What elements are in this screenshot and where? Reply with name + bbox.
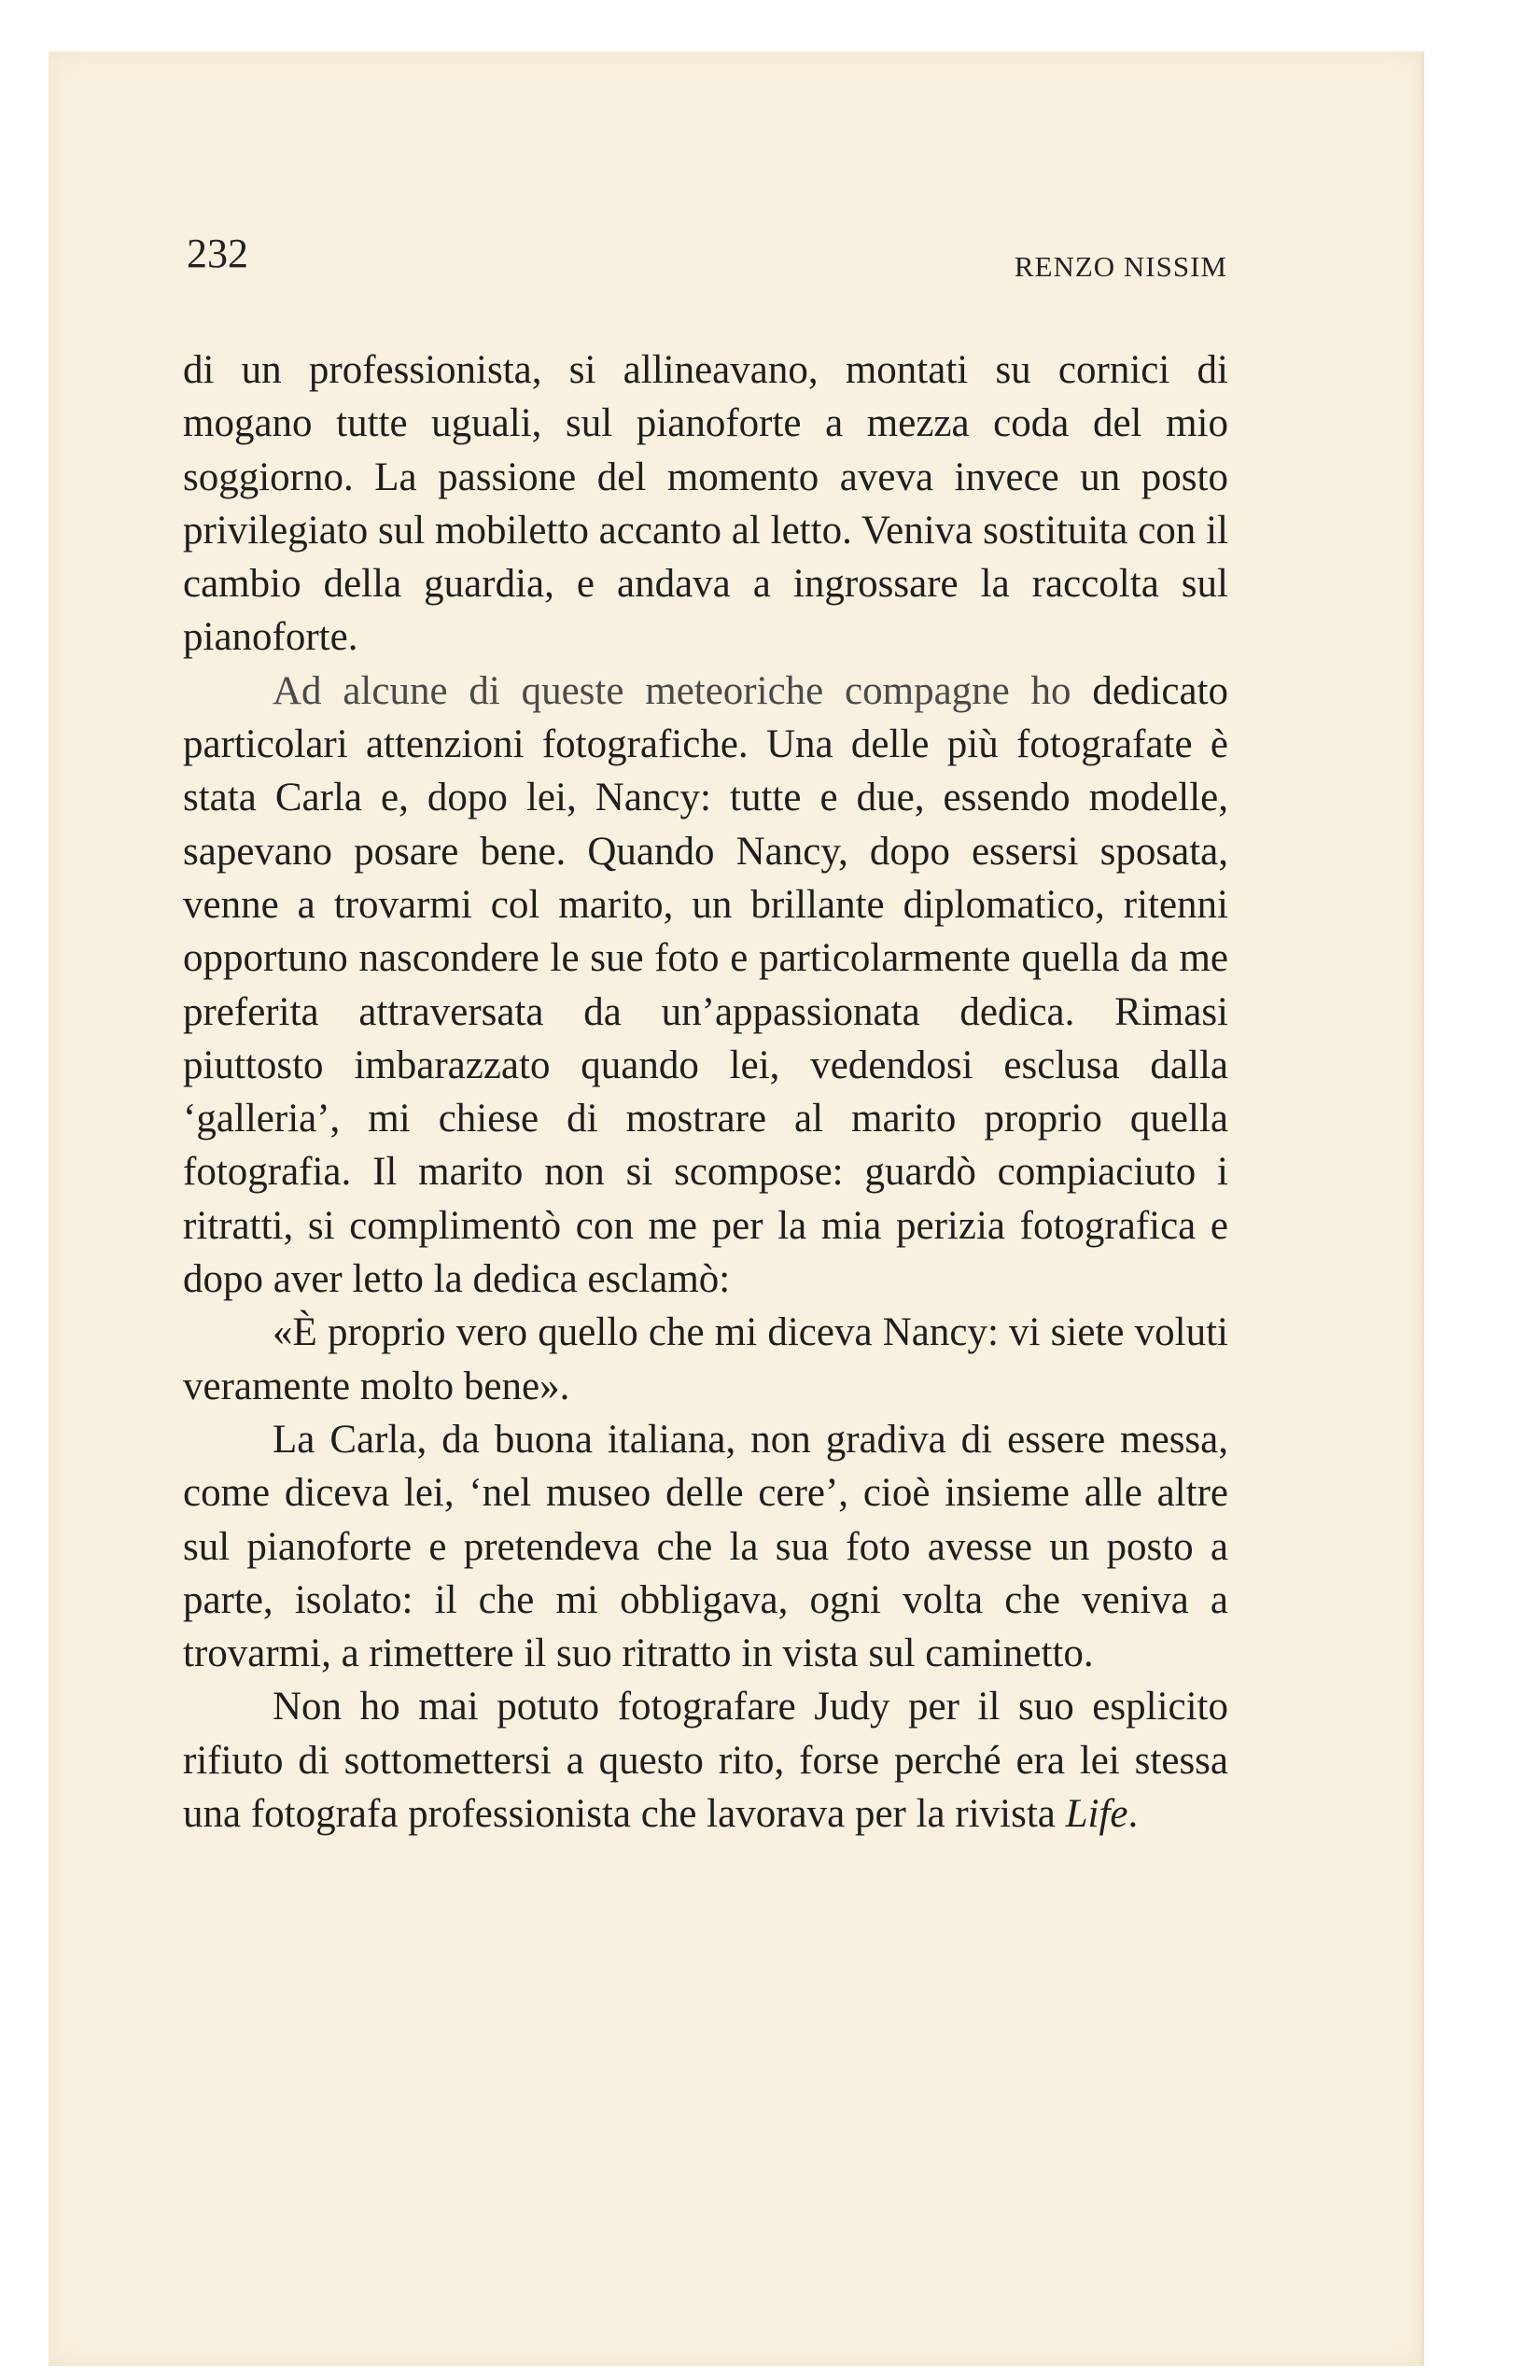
page-edge (1419, 51, 1424, 2366)
paragraph-text: Non ho mai potuto fotografare Judy per il suo esplicito rifiuto di sottomettersi a questo rito, forse perché era lei stessa una fotografa professionista che lavorava per la rivista (183, 1685, 1228, 1837)
paragraph-text: La Carla, da buona italiana, non gradiva di essere messa, come diceva lei, ‘nel museo delle cere’, cioè insieme alle altre sul pianoforte e pretendeva che la sua foto avesse un posto a parte, isolato: il che mi obbligava, ogni volta che veniva a trovarmi, a rimettere il suo ritratto in vista sul caminetto. (183, 1417, 1228, 1676)
page-header (187, 233, 1227, 299)
paragraph-4 (183, 1413, 1228, 1680)
paragraph-text: «È proprio vero quello che mi diceva Nancy: vi siete voluti veramente molto bene». (183, 1310, 1228, 1408)
paragraph-1 (183, 343, 1228, 665)
paragraph-text-faded: Ad alcune di queste meteoriche compagne ho (273, 668, 1071, 713)
paragraph-end: . (1127, 1792, 1139, 1837)
magazine-title: Life (1065, 1792, 1128, 1837)
paragraph-text: di un professionista, si allineavano, montati su cornici di mogano tutte uguali, sul pianoforte a mezza coda del mio soggiorno. La passione del momento aveva invece un posto privilegiato sul mobiletto accanto al letto. Veniva sostituita con il cambio della guardia, e andava a ingrossare la raccolta sul pianoforte. (183, 348, 1228, 660)
body-text (183, 343, 1228, 1841)
paragraph-3 (183, 1306, 1228, 1413)
paragraph-2 (183, 665, 1228, 1307)
paragraph-5 (183, 1680, 1228, 1841)
paragraph-text: dedicato particolari attenzioni fotografiche. Una delle più fotografate è stata Carla e, dopo lei, Nancy: tutte e due, essendo modelle, sapevano posare bene. Quando Nancy, dopo essersi sposata, venne a trovarmi col marito, un brillante diplomatico, ritenni opportuno nascondere le sue foto e particolarmente quella da me preferita attraversata da un’appassionata dedica. Rimasi piuttosto imbarazzato quando lei, vedendosi esclusa dalla ‘galleria’, mi chiese di mostrare al marito proprio quella fotografia. Il marito non si scompose: guardò compiaciuto i ritratti, si complimentò con me per la mia perizia fotografica e dopo aver letto la dedica esclamò: (183, 668, 1228, 1302)
page-number: 232 (187, 231, 248, 276)
running-head: RENZO NISSIM (1014, 250, 1227, 283)
